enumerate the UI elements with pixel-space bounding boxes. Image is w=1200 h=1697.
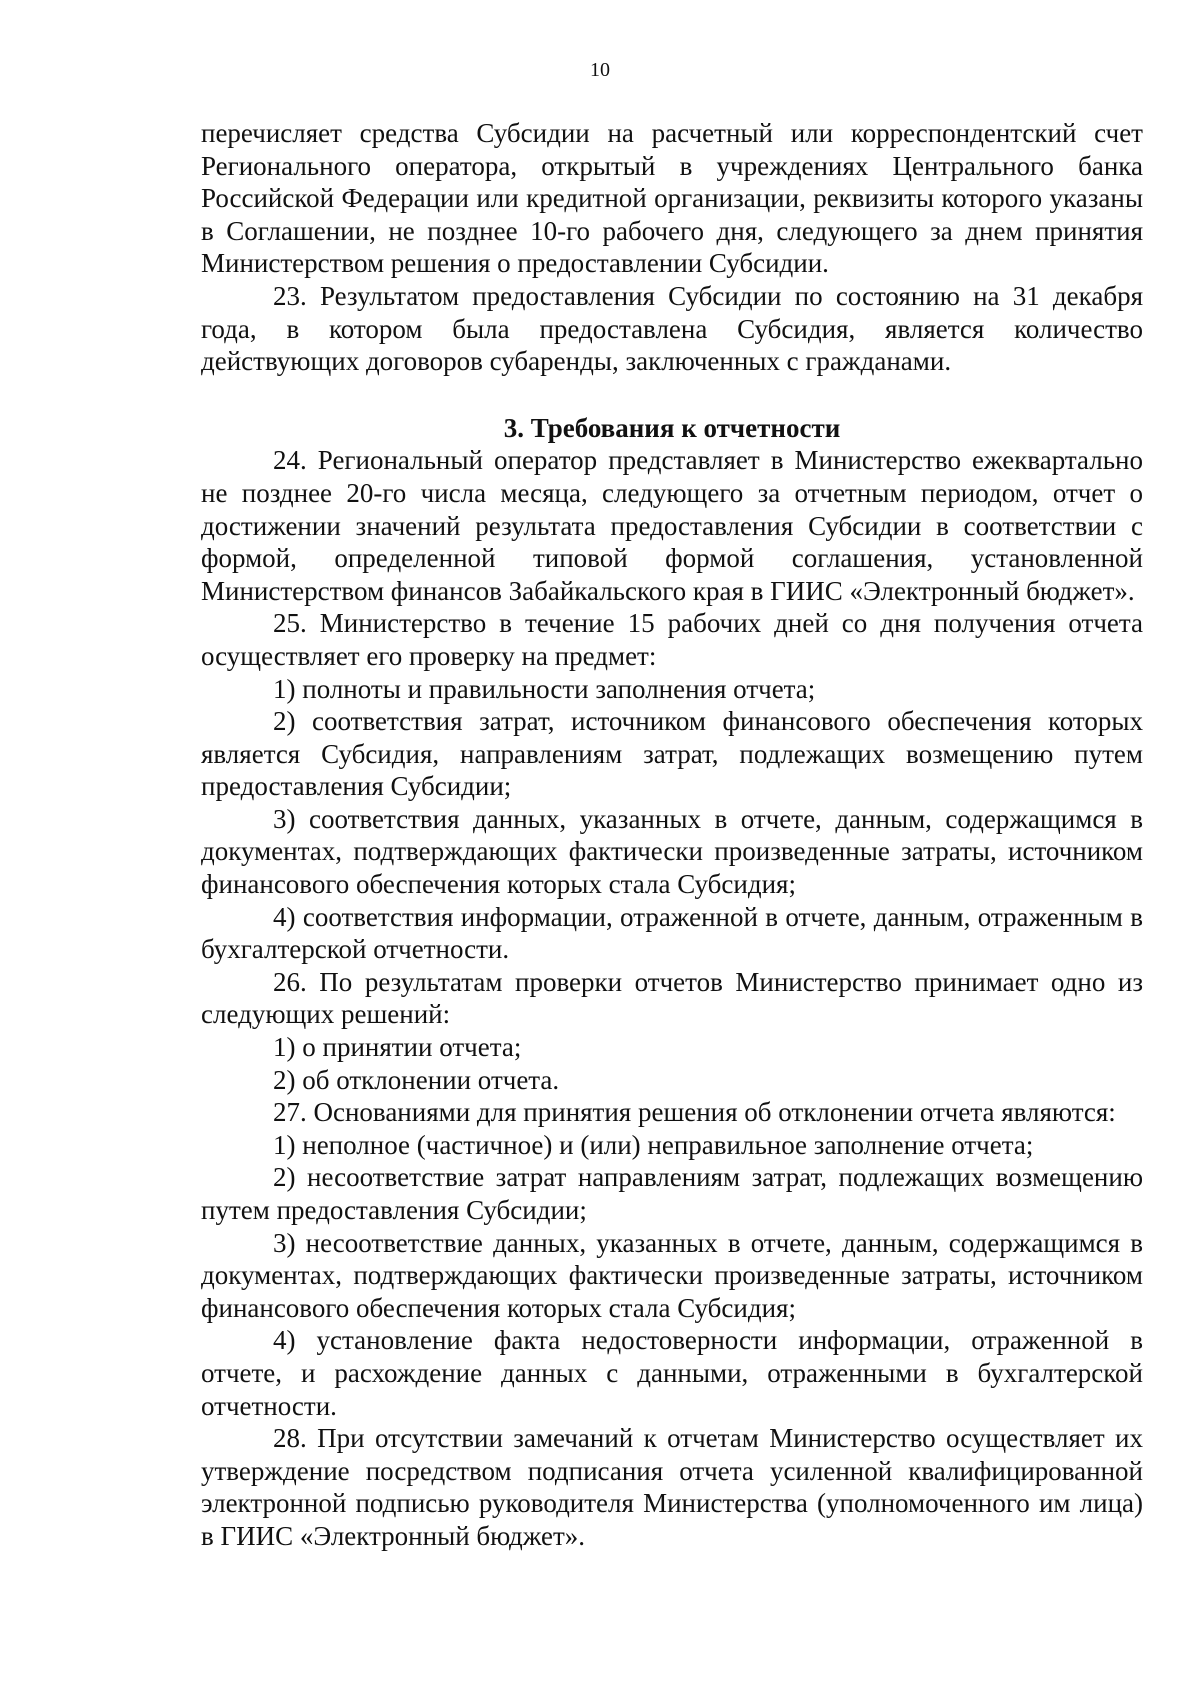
paragraph-23: 23. Результатом предоставления Субсидии по состоянию на 31 декабря года, в котором была предоставлена Субсидия, является количество действующих договоров субаренды, заключенных с гражданами. [201,280,1143,377]
paragraph-27-item-2: 2) несоответствие затрат направлениям затрат, подлежащих возмещению путем предоставления Субсидии; [201,1162,1143,1225]
paragraph-27-item-3: 3) несоответствие данных, указанных в отчете, данным, содержащимся в документах, подтверждающих фактически произведенные затраты, источником финансового обеспечения которых стала Субсидия; [201,1227,1143,1323]
paragraph-25-item-4: 4) соответствия информации, отраженной в отчете, данным, отраженным в бухгалтерской отчетности. [201,901,1143,965]
paragraph-28: 28. При отсутствии замечаний к отчетам Министерство осуществляет их утверждение посредством подписания отчета усиленной квалифицированной электронной подписью руководителя Министерства (уполномоченного им лица) в ГИИС «Электронный бюджет». [201,1423,1143,1551]
section-heading: 3. Требования к отчетности [503,412,841,443]
paragraph-27-item-4: 4) установление факта недостоверности информации, отраженной в отчете, и расхождение данных с данными, отраженными в бухгалтерской отчетности. [201,1325,1143,1421]
paragraph-continuation: перечисляет средства Субсидии на расчетный или корреспондентский счет Регионального оператора, открытый в учреждениях Центрального банка Российской Федерации или кредитной организации, реквизиты которого указаны в Соглашении, не позднее 10-го рабочего дня, следующего за днем принятия Министерством решения о предоставлении Субсидии. [201,118,1143,279]
paragraph-25: 25. Министерство в течение 15 рабочих дней со дня получения отчета осуществляет его проверку на предмет: [201,608,1143,671]
paragraph-26-item-2: 2) об отклонении отчета. [273,1064,560,1095]
paragraph-25-item-1: 1) полноты и правильности заполнения отчета; [273,673,816,704]
paragraph-27-item-1: 1) неполное (частичное) и (или) неправильное заполнение отчета; [273,1129,1034,1160]
paragraph-26: 26. По результатам проверки отчетов Министерство принимает одно из следующих решений: [201,966,1143,1030]
document-body [201,117,1143,1553]
paragraph-27: 27. Основаниями для принятия решения об отклонении отчета являются: [273,1097,1116,1128]
paragraph-25-item-3: 3) соответствия данных, указанных в отчете, данным, содержащимся в документах, подтверждающих фактически произведенные затраты, источником финансового обеспечения которых стала Субсидия; [201,803,1143,900]
paragraph-25-item-2: 2) соответствия затрат, источником финансового обеспечения которых является Субсидия, направлениям затрат, подлежащих возмещению путем предоставления Субсидии; [201,706,1143,802]
paragraph-24: 24. Региональный оператор представляет в Министерство ежеквартально не позднее 20-го числа месяца, следующего за отчетным периодом, отчет о достижении значений результата предоставления Субсидии в соответствии с формой, определенной типовой формой соглашения, установленной Министерством финансов Забайкальского края в ГИИС «Электронный бюджет». [201,445,1143,606]
paragraph-26-item-1: 1) о принятии отчета; [273,1032,522,1063]
page-number: 10 [590,59,610,81]
